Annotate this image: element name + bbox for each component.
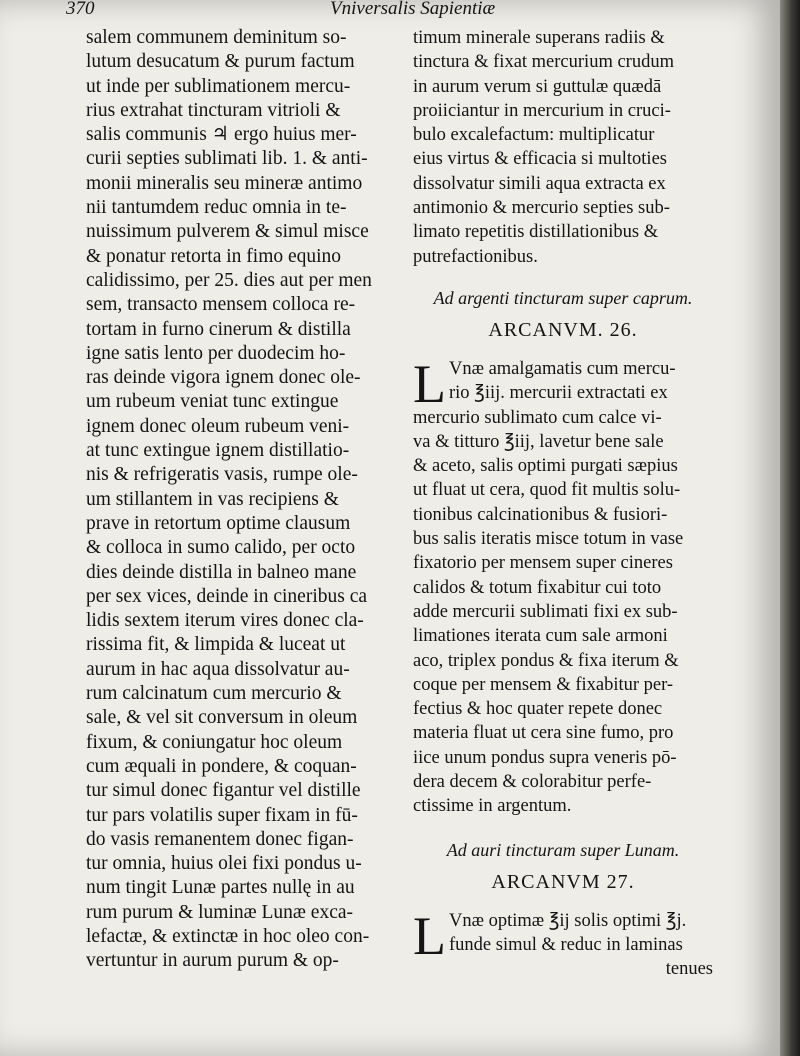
text-line: rum calcinatum cum mercurio & [86, 683, 342, 705]
text-line: nis & refrigeratis vasis, rumpe ole- [86, 464, 358, 486]
running-title: Vniversalis Sapientiæ [330, 0, 496, 19]
text-line: lutum desucatum & purum factum [86, 51, 355, 73]
text-line: va & titturo ℥iij, lavetur bene sale [413, 431, 664, 452]
text-line: curii septies sublimati lib. 1. & anti- [86, 148, 368, 170]
text-line: putrefactionibus. [413, 246, 538, 267]
text-line: lidis sextem iterum vires donec cla- [86, 610, 364, 632]
text-line: at tunc extingue ignem distillatio- [86, 440, 350, 462]
text-line: aco, triplex pondus & fixa iterum & [413, 650, 679, 671]
text-line: bus salis iteratis misce totum in vase [413, 529, 684, 550]
text-line: in aurum verum si guttulæ quædā [413, 76, 662, 97]
text-line: dera decem & colorabitur perfe- [413, 772, 652, 793]
text-line: antimonio & mercurio septies sub- [413, 198, 670, 219]
text-line: num tingit Lunæ partes nullę in au [86, 877, 355, 899]
text-line: prave in retortum optime clausum [86, 512, 351, 534]
text-line: ignem donec oleum rubeum veni- [86, 415, 350, 437]
text-line: limato repetitis distillationibus & [413, 222, 659, 243]
text-line: fixum, & coniungatur hoc oleum [86, 731, 343, 753]
section-title: ARCANVM. 26. [488, 318, 638, 341]
section-paragraph [413, 905, 713, 966]
text-line: fixatorio per mensem super cineres [413, 553, 673, 574]
text-line: & aceto, salis optimi purgati sæpius [413, 456, 678, 477]
text-line: proiiciantur in mercurium in cruci- [413, 100, 671, 121]
text-line: cum æquali in pondere, & coquan- [86, 755, 357, 777]
text-line: tortam in furno cinerum & distilla [86, 318, 351, 340]
section-subheading: Ad auri tincturam super Lunam. [446, 839, 680, 860]
text-line: sale, & vel sit conversum in oleum [86, 707, 358, 729]
text-line: tur simul donec figantur vel distille [86, 780, 361, 802]
text-line: tinctura & fixat mercurium crudum [413, 52, 674, 73]
text-line: ras deinde vigora ignem donec ole- [86, 367, 361, 389]
text-line: um rubeum veniat tunc extingue [86, 391, 339, 413]
text-line: salis communis ♃ ergo huius mer- [86, 124, 357, 146]
section-subheading: Ad argenti tincturam super caprum. [433, 287, 693, 308]
text-line: ut inde per sublimationem mercu- [86, 75, 351, 97]
text-line: funde simul & reduc in laminas [449, 934, 683, 955]
text-line: um stillantem in vas recipiens & [86, 488, 339, 510]
text-line: coque per mensem & fixabitur per- [413, 674, 674, 695]
text-line: mercurio sublimato cum calce vi- [413, 407, 662, 428]
page-gutter [780, 0, 800, 1056]
section-paragraph [413, 353, 713, 819]
text-line: rio ℥iij. mercurii extractati ex [449, 383, 668, 404]
text-line: nii tantumdem reduc omnia in te- [86, 197, 347, 219]
text-line: Vnæ amalgamatis cum mercu- [449, 358, 676, 379]
text-line: & colloca in sumo calido, per octo [86, 537, 356, 559]
text-line: limationes iterata cum sale armoni [413, 626, 668, 647]
text-line: rum purum & luminæ Lunæ exca- [86, 901, 354, 923]
text-line: nuissimum pulverem & simul misce [86, 221, 369, 243]
text-line: ctissime in argentum. [413, 796, 572, 817]
text-line: bulo excalefactum: multiplicatur [413, 125, 655, 146]
page-number: 370 [66, 0, 95, 19]
text-line: dissolvatur simili aqua extracta ex [413, 173, 666, 194]
text-line: materia fluat ut cera sine fumo, pro [413, 723, 674, 744]
right-column-continuation [413, 26, 713, 269]
text-line: Vnæ optimæ ℥ij solis optimi ℥j. [449, 910, 687, 931]
text-line: tur omnia, huius olei fixi pondus u- [86, 853, 362, 875]
left-column [86, 26, 404, 974]
text-line: dies deinde distilla in balneo mane [86, 561, 357, 583]
section-title: ARCANVM 27. [491, 870, 635, 893]
text-line: fectius & hoc quater repete donec [413, 699, 663, 720]
catchword: tenues [665, 959, 713, 980]
text-line: timum minerale superans radiis & [413, 28, 665, 48]
text-line: sem, transacto mensem colloca re- [86, 294, 356, 316]
text-line: calidissimo, per 25. dies aut per men [86, 269, 372, 291]
text-line: rius extrahat tincturam vitrioli & [86, 99, 341, 121]
text-line: ut fluat ut cera, quod fit multis solu- [413, 480, 681, 501]
text-line: adde mercurii sublimati fixi ex sub- [413, 601, 678, 622]
text-line: lefactæ, & extinctæ in hoc oleo con- [86, 925, 370, 947]
text-line: calidos & totum fixabitur cui toto [413, 577, 662, 598]
text-line: rissima fit, & limpida & luceat ut [86, 634, 346, 656]
drop-capital: L [413, 905, 446, 966]
text-line: vertuntur in aurum purum & op- [86, 950, 339, 972]
text-line: salem communem deminitum so- [86, 27, 347, 48]
drop-capital: L [413, 353, 446, 414]
text-line: igne satis lento per duodecim ho- [86, 342, 346, 364]
text-line: tur pars volatilis super fixam in fū- [86, 804, 358, 826]
text-line: monii mineralis seu mineræ antimo [86, 172, 363, 194]
text-line: tionibus calcinationibus & fusiori- [413, 504, 668, 525]
text-line: per sex vices, deinde in cineribus ca [86, 585, 368, 607]
text-line: & ponatur retorta in fimo equino [86, 245, 342, 267]
text-line: eius virtus & efficacia si multoties [413, 149, 667, 170]
running-header [0, 0, 780, 24]
right-column [413, 26, 713, 982]
text-line: do vasis remanentem donec figan- [86, 828, 354, 850]
text-line: aurum in hac aqua dissolvatur au- [86, 658, 350, 680]
text-line: iice unum pondus supra veneris pō- [413, 747, 677, 768]
